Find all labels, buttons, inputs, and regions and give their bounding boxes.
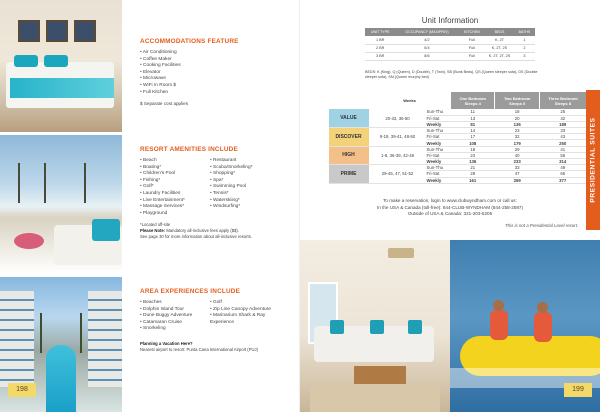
unit-info-table	[365, 28, 535, 61]
towel-swan	[14, 233, 44, 249]
list-item: • Tennis*	[210, 191, 280, 198]
points-value: 43	[539, 134, 586, 140]
points-value: 49	[539, 165, 586, 171]
day-label: Fri-Sat	[427, 152, 451, 158]
page-number: 199	[564, 383, 592, 397]
palm-tree	[18, 163, 20, 203]
table-cell: 8/6	[395, 52, 458, 60]
list-item: • Microwave	[140, 76, 295, 83]
reservation-contact	[345, 198, 555, 218]
table-cell: K, 2T, 2T, 2S	[485, 52, 514, 60]
list-item: • Beach	[140, 158, 210, 165]
day-label: Sun-Thu	[427, 146, 451, 152]
list-item: • Windsurfing*	[210, 204, 280, 211]
wall-art	[74, 20, 96, 42]
points-value: 250	[539, 140, 586, 146]
points-value: 40	[495, 152, 539, 158]
day-label: Fri-Sat	[427, 115, 451, 121]
day-label: Sun-Thu	[427, 109, 451, 115]
list-item: • WiFi In Room $	[140, 83, 295, 90]
table-cell: K, 2T	[485, 36, 514, 44]
rate-body	[329, 109, 587, 183]
points-value: 20	[495, 115, 539, 121]
list-item: • Catamaran Cruise	[140, 320, 210, 327]
list-item: • Cooking Facilities	[140, 63, 295, 70]
blank-header	[329, 92, 369, 109]
beach-suite-photo	[0, 135, 122, 273]
hotel-tower	[0, 291, 34, 387]
table-cell: 2	[514, 44, 535, 52]
unit-header-three-bedroom: Three Bedroom Sleeps 8	[539, 92, 586, 109]
table-header: KITCHEN	[459, 28, 486, 36]
experiences-list-col1	[140, 300, 210, 333]
list-item: • Snorkeling	[140, 326, 210, 333]
points-value: 81	[451, 121, 495, 127]
table-cell: 1 BR	[365, 36, 395, 44]
wall-art	[18, 20, 40, 42]
list-item: • Fishing*	[140, 178, 210, 185]
list-item: • Dolphin Island Tour	[140, 307, 210, 314]
table-cell: K, 2T, 2S	[485, 44, 514, 52]
rider-head	[493, 300, 504, 311]
points-value: 32	[539, 115, 586, 121]
cushion	[370, 320, 384, 334]
points-value: 14	[451, 128, 495, 134]
list-item: • Restaurant	[210, 158, 280, 165]
table-header: OCCUPANCY (MAX/PRIV)	[395, 28, 458, 36]
table-cell: 2 BR	[365, 44, 395, 52]
points-value: 25	[539, 109, 586, 115]
day-label: Weekly	[427, 140, 451, 146]
points-value: 28	[451, 171, 495, 177]
points-value: 189	[539, 121, 586, 127]
day-label: Weekly	[427, 177, 451, 183]
palm-tree	[84, 163, 86, 203]
amenities-heading: RESORT AMENITIES INCLUDE	[140, 146, 238, 153]
points-value: 233	[495, 159, 539, 165]
season-label: DISCOVER	[329, 128, 369, 147]
table-cell: 6/4	[395, 44, 458, 52]
list-item: • Swimming Pool	[210, 184, 280, 191]
experiences-heading: AREA EXPERIENCES INCLUDE	[140, 288, 241, 295]
points-value: 377	[539, 177, 586, 183]
living-room-photo	[300, 240, 450, 412]
cushion	[330, 320, 344, 334]
points-value: 23	[495, 128, 539, 134]
season-weeks: 1-8, 36-39, 42-48	[369, 146, 427, 165]
day-label: Weekly	[427, 159, 451, 165]
pillow	[14, 55, 38, 67]
presidential-note: This is not a Presidential Level resort.	[505, 223, 579, 228]
accommodations-list	[140, 50, 295, 96]
table-cell: Full	[459, 36, 486, 44]
points-value: 136	[495, 121, 539, 127]
points-value: 17	[451, 134, 495, 140]
rate-header-row	[329, 92, 587, 109]
table-row	[365, 36, 535, 44]
points-value: 314	[539, 159, 586, 165]
list-item: • Full Kitchen	[140, 90, 295, 97]
contact-line: Outside of USA & Canada: 321-203-5205	[407, 211, 493, 217]
rider	[534, 312, 552, 342]
points-value: 18	[495, 109, 539, 115]
please-note-text: Mandatory all-inclusive fees apply ($$).	[166, 228, 239, 234]
cost-note: $ Separate cost applies	[140, 101, 189, 107]
points-rate-table	[328, 92, 586, 184]
presidential-suites-tab	[586, 90, 600, 230]
season-weeks: 29-45, 47, 51-52	[369, 165, 427, 184]
palm-tree	[40, 313, 42, 353]
table-cell: 1	[514, 36, 535, 44]
palm-tree	[44, 163, 46, 203]
list-item: • Zip Line Canopy Adventure	[210, 307, 280, 314]
list-item: • Marinarium Shark & Ray Experience	[210, 313, 280, 326]
table-cell: 3 BR	[365, 52, 395, 60]
table-cell: 4/2	[395, 36, 458, 44]
points-value: 41	[539, 146, 586, 152]
unit-header-two-bedroom: Two Bedroom Sleeps 6	[495, 92, 539, 109]
season-label: HIGH	[329, 146, 369, 165]
list-item: • Waterskiing*	[210, 198, 280, 205]
points-value: 47	[495, 171, 539, 177]
list-item: • Golf	[210, 300, 280, 307]
palm-tree	[80, 313, 82, 353]
list-item: • Air Conditioning	[140, 50, 295, 57]
list-item: • Live Entertainment*	[140, 198, 210, 205]
points-value: 29	[495, 146, 539, 152]
table-header: BEDS	[485, 28, 514, 36]
bed-throw	[10, 78, 114, 98]
unit-info-title: Unit Information	[421, 16, 479, 25]
table-cell: 3	[514, 52, 535, 60]
list-item: • Boating*	[140, 165, 210, 172]
rider-head	[537, 302, 548, 313]
accommodations-heading: ACCOMMODATIONS FEATURE	[140, 38, 239, 45]
points-value: 179	[495, 140, 539, 146]
pool	[46, 345, 76, 412]
list-item: • Playground	[140, 211, 210, 218]
accommodations-section	[140, 38, 295, 106]
table-row	[365, 44, 535, 52]
see-page-note: See page 30 for more information about all-inclusive resorts.	[140, 234, 252, 240]
offsite-note: *Located off-site	[140, 222, 171, 228]
table-cell: Full	[459, 52, 486, 60]
day-label: Sun-Thu	[427, 165, 451, 171]
airport-note: Nearest airport to resort: Punta Cana International Airport (PUJ)	[140, 346, 259, 352]
table-cell: Full	[459, 44, 486, 52]
season-weeks: 20-33, 36-50	[369, 109, 427, 128]
list-item: • Massage Services*	[140, 204, 210, 211]
points-value: 21	[451, 165, 495, 171]
points-value: 32	[495, 134, 539, 140]
cushion	[92, 219, 120, 241]
amenities-list-col1	[140, 158, 210, 217]
hotel-tower	[88, 291, 122, 387]
list-item: • Coffee Maker	[140, 57, 295, 64]
points-value: 269	[495, 177, 539, 183]
contact-line: To make a reservation, login to www.clubwyndham.com or call us:	[383, 198, 517, 203]
amenities-section	[140, 146, 295, 240]
day-label: Fri-Sat	[427, 171, 451, 177]
list-item: • Scuba/Snorkeling*	[210, 165, 280, 172]
season-label: PRIME	[329, 165, 369, 184]
points-value: 13	[451, 115, 495, 121]
points-value: 33	[539, 128, 586, 134]
ceiling-fan	[388, 248, 414, 258]
coffee-table	[354, 366, 406, 384]
day-label: Sun-Thu	[427, 128, 451, 134]
points-value: 161	[451, 177, 495, 183]
cushion	[408, 320, 422, 334]
list-item: • Children's Pool	[140, 171, 210, 178]
pillow	[44, 55, 68, 67]
page-number: 198	[8, 383, 36, 397]
list-item: • Spa*	[210, 178, 280, 185]
table-header-row	[365, 28, 535, 36]
amenities-columns	[140, 158, 295, 217]
list-item: • Golf*	[140, 184, 210, 191]
list-item: • Dune Buggy Adventure	[140, 313, 210, 320]
experiences-section	[140, 288, 295, 353]
bedroom-photo	[0, 0, 122, 132]
experiences-columns	[140, 300, 295, 333]
day-label: Fri-Sat	[427, 134, 451, 140]
rider	[490, 310, 508, 340]
list-item: • Beaches	[140, 300, 210, 307]
points-value: 18	[451, 146, 495, 152]
points-value: 11	[451, 109, 495, 115]
points-value: 66	[539, 171, 586, 177]
points-value: 23	[451, 152, 495, 158]
season-weeks: 9-19, 39-41, 48-50	[369, 128, 427, 147]
unit-header-one-bedroom: One Bedroom Sleeps 4	[451, 92, 495, 109]
experiences-list-col2	[210, 300, 280, 333]
table-header: UNIT TYPE	[365, 28, 395, 36]
weeks-header: Weeks	[369, 92, 451, 109]
season-label: VALUE	[329, 109, 369, 128]
planning-label-text: Planning a Vacation Here?	[140, 340, 193, 346]
table-row	[365, 52, 535, 60]
points-value: 33	[495, 165, 539, 171]
table-header: BATHS	[514, 28, 535, 36]
wall-art	[46, 20, 68, 42]
contact-line: In the USA & Canada (toll-free): 844-CLUB-WYNDHAM (844-258-2597)	[376, 204, 524, 210]
points-value: 108	[451, 140, 495, 146]
list-item: • Elevator	[140, 70, 295, 77]
side-tab-label: PRESIDENTIAL SUITES	[589, 117, 597, 203]
amenities-list-col2	[210, 158, 280, 217]
day-label: Weekly	[427, 121, 451, 127]
points-value: 55	[539, 152, 586, 158]
list-item: • Shopping*	[210, 171, 280, 178]
please-note-label: Please Note:	[140, 228, 166, 234]
list-item: • Laundry Facilities	[140, 191, 210, 198]
points-value: 136	[451, 159, 495, 165]
beds-footnote: BEDS: K (King), Q (Queen), D (Double), T (Twin), SB (Bunk Beds), QS (Queen sleeper sofa), DS (Double sleeper sofa), SM (Queen murphy bed)	[365, 70, 538, 79]
rug	[310, 386, 440, 412]
